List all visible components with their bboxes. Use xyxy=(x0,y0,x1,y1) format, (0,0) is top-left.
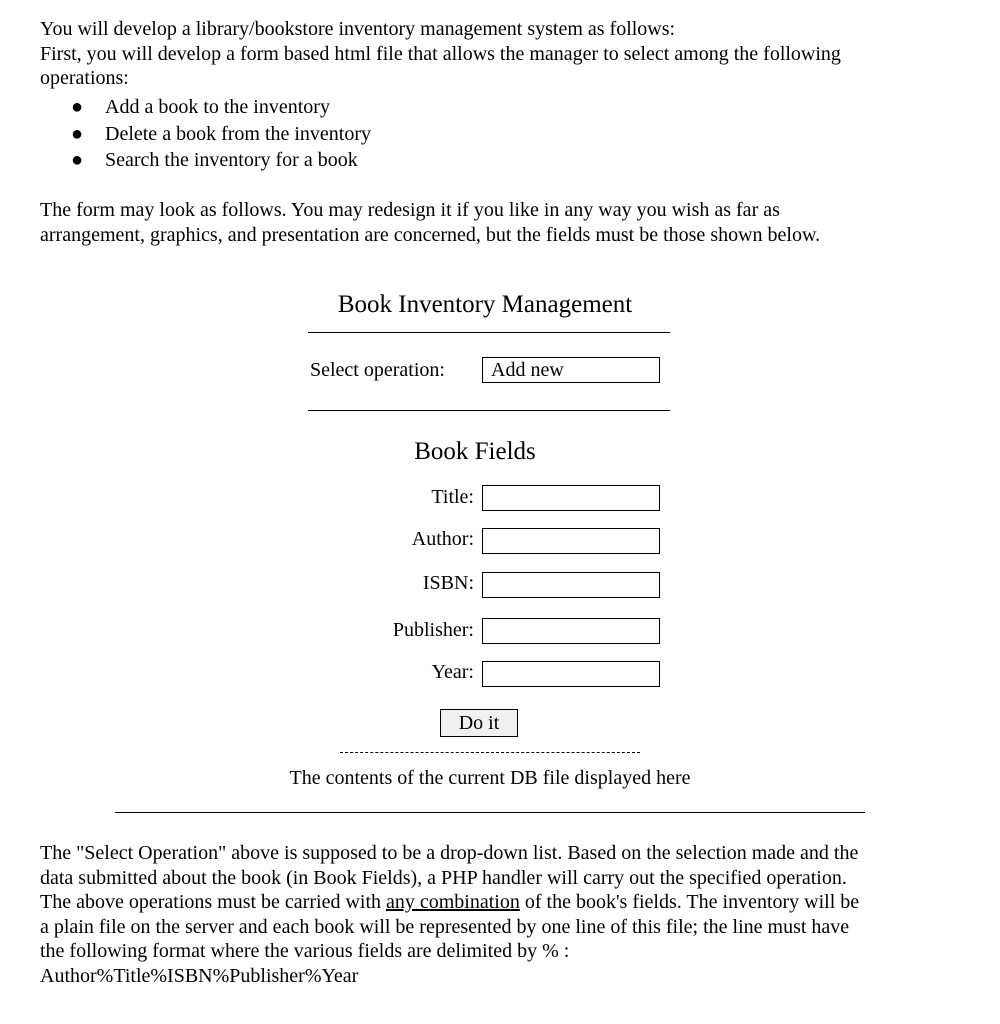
form-intro-line: The form may look as follows. You may redesign it if you like in any way you wish as far as xyxy=(40,199,780,221)
list-item-label: Add a book to the inventory xyxy=(105,96,330,118)
list-item xyxy=(40,147,371,174)
bullet-icon: ● xyxy=(71,149,84,171)
intro-line: You will develop a library/bookstore inventory management system as follows: xyxy=(40,18,676,40)
title-label: Title: xyxy=(431,486,474,508)
divider xyxy=(308,410,670,411)
db-contents-text: The contents of the current DB file displayed here xyxy=(289,767,691,789)
form-intro-paragraph xyxy=(40,198,820,247)
closing-line: the following format where the various fields are delimited by % : xyxy=(40,940,570,962)
year-field[interactable] xyxy=(482,661,660,687)
title-field[interactable] xyxy=(482,485,660,511)
bullet-icon: ● xyxy=(71,122,84,145)
form-intro-line: arrangement, graphics, and presentation are concerned, but the fields must be those shown below. xyxy=(40,223,821,246)
author-field[interactable] xyxy=(482,528,660,554)
author-label: Author: xyxy=(411,528,474,550)
format-line: Author%Title%ISBN%Publisher%Year xyxy=(40,964,359,987)
form-title: Book Inventory Management xyxy=(337,291,633,318)
closing-text: of the book's fields. The inventory will be xyxy=(519,891,860,913)
intro-paragraph xyxy=(40,17,841,91)
isbn-field[interactable] xyxy=(482,572,660,598)
list-item xyxy=(40,94,371,121)
select-operation-label: Select operation: xyxy=(310,359,445,381)
closing-line xyxy=(40,890,859,915)
underlined-text: any combination xyxy=(386,891,520,913)
isbn-label: ISBN: xyxy=(422,572,474,594)
year-label: Year: xyxy=(431,661,474,683)
operations-list xyxy=(40,94,371,174)
list-item-label: Delete a book from the inventory xyxy=(105,122,372,145)
divider xyxy=(308,332,670,333)
intro-line: First, you will develop a form based html file that allows the manager to select among the following xyxy=(40,42,841,65)
closing-line: data submitted about the book (in Book Fields), a PHP handler will carry out the specified operation. xyxy=(40,866,847,889)
list-item xyxy=(40,121,371,148)
closing-text: The above operations must be carried with xyxy=(40,891,386,913)
book-fields-title: Book Fields xyxy=(414,438,536,465)
publisher-label: Publisher: xyxy=(392,619,474,641)
closing-line: a plain file on the server and each book will be represented by one line of this file; the line must have xyxy=(40,915,850,938)
closing-line: The "Select Operation" above is supposed to be a drop-down list. Based on the selection made and the xyxy=(40,842,859,864)
publisher-field[interactable] xyxy=(482,618,660,644)
select-operation-dropdown[interactable]: Add new xyxy=(482,357,660,383)
intro-line: operations: xyxy=(40,67,129,89)
dashed-divider xyxy=(340,752,640,753)
do-it-button[interactable]: Do it xyxy=(440,709,518,737)
list-item-label: Search the inventory for a book xyxy=(105,149,358,171)
closing-paragraph xyxy=(40,841,859,988)
bullet-icon: ● xyxy=(71,96,84,118)
divider xyxy=(115,812,865,813)
